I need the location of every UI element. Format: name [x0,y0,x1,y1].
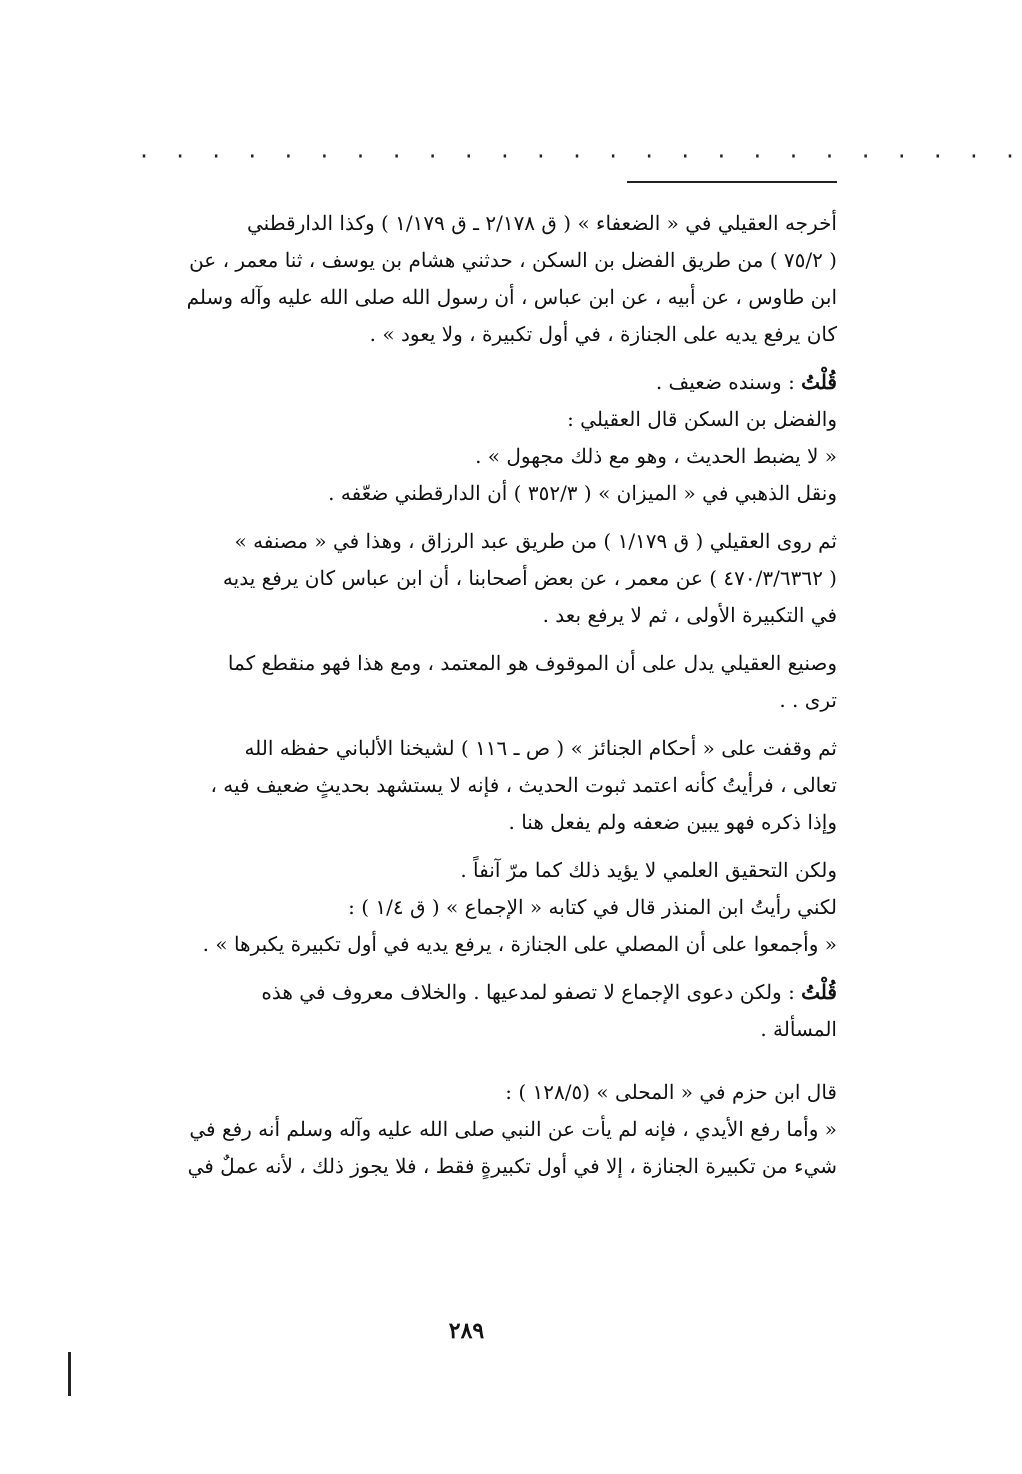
text-line: « لا يضبط الحديث ، وهو مع ذلك مجهول » . [475,444,837,468]
text-line: « وأجمعوا على أن المصلي على الجنازة ، يرفع يديه في أول تكبيرة يكبرها » . [202,932,837,956]
paragraph [137,205,837,353]
paragraph [137,974,837,1048]
text-line: لكني رأيتُ ابن المنذر قال في كتابه « الإجماع » ( ق ١/٤ ) : [348,895,837,919]
footnote-separator-dots: · · · · · · · · · · · · · · · · · · · · · · · · · [138,144,1022,168]
text-line: والفضل بن السكن قال العقيلي : [567,407,837,431]
text-line: ونقل الذهبي في « الميزان » ( ٣٥٢/٣ ) أن الدارقطني ضعّفه . [328,481,837,505]
text-line [137,364,837,401]
text-line: ولكن التحقيق العلمي لا يؤيد ذلك كما مرّ آنفاً . [460,858,837,882]
text-line: « وأما رفع الأيدي ، فإنه لم يأت عن النبي صلى الله عليه وآله وسلم أنه رفع في [189,1117,837,1141]
text-line: ترى . . [779,688,837,712]
paragraph [137,730,837,841]
text-line: المسألة . [760,1017,837,1041]
text-line [137,974,837,1011]
text-line: وإذا ذكره فهو يبين ضعفه ولم يفعل هنا . [508,810,837,834]
margin-mark [68,1352,71,1396]
page-number: ٢٨٩ [448,1318,485,1344]
paragraph [137,1074,837,1185]
lead-word: قُلْتُ [801,980,837,1004]
footnote-separator-rule [627,181,837,183]
text-line: أخرجه العقيلي في « الضعفاء » ( ق ٢/١٧٨ ـ ق ١/١٧٩ ) وكذا الدارقطني [247,211,837,235]
text-line: ( ٤٧٠/٣/٦٣٦٢ ) عن معمر ، عن بعض أصحابنا ، أن ابن عباس كان يرفع يديه [222,566,837,590]
text-line: ( ٧٥/٢ ) من طريق الفضل بن السكن ، حدثني هشام بن يوسف ، ثنا معمر ، عن [189,248,837,272]
text-line: تعالى ، فرأيتُ كأنه اعتمد ثبوت الحديث ، فإنه لا يستشهد بحديثٍ ضعيف فيه ، [210,773,837,797]
text-line-rest: : وسنده ضعيف . [655,370,802,394]
paragraph [137,523,837,634]
text-line: ثم روى العقيلي ( ق ١/١٧٩ ) من طريق عبد الرزاق ، وهذا في « مصنفه » [234,529,837,553]
text-line: كان يرفع يديه على الجنازة ، في أول تكبيرة ، ولا يعود » . [369,322,837,346]
text-line: ثم وقفت على « أحكام الجنائز » ( ص ـ ١١٦ ) لشيخنا الألباني حفظه الله [244,736,837,760]
text-line: في التكبيرة الأولى ، ثم لا يرفع بعد . [542,603,837,627]
text-line-rest: : ولكن دعوى الإجماع لا تصفو لمدعيها . والخلاف معروف في هذه [261,980,802,1004]
paragraph [137,364,837,512]
text-line: ابن طاوس ، عن أبيه ، عن ابن عباس ، أن رسول الله صلى الله عليه وآله وسلم [186,285,837,309]
page-body [137,205,837,1185]
text-line: شيء من تكبيرة الجنازة ، إلا في أول تكبيرةٍ فقط ، فلا يجوز ذلك ، لأنه عملٌ في [187,1154,837,1178]
paragraph [137,852,837,963]
text-line: وصنيع العقيلي يدل على أن الموقوف هو المعتمد ، ومع هذا فهو منقطع كما [227,651,837,675]
text-line: قال ابن حزم في « المحلى » (١٢٨/٥ ) : [505,1080,837,1104]
lead-word: قُلْتُ [801,370,837,394]
paragraph [137,645,837,719]
